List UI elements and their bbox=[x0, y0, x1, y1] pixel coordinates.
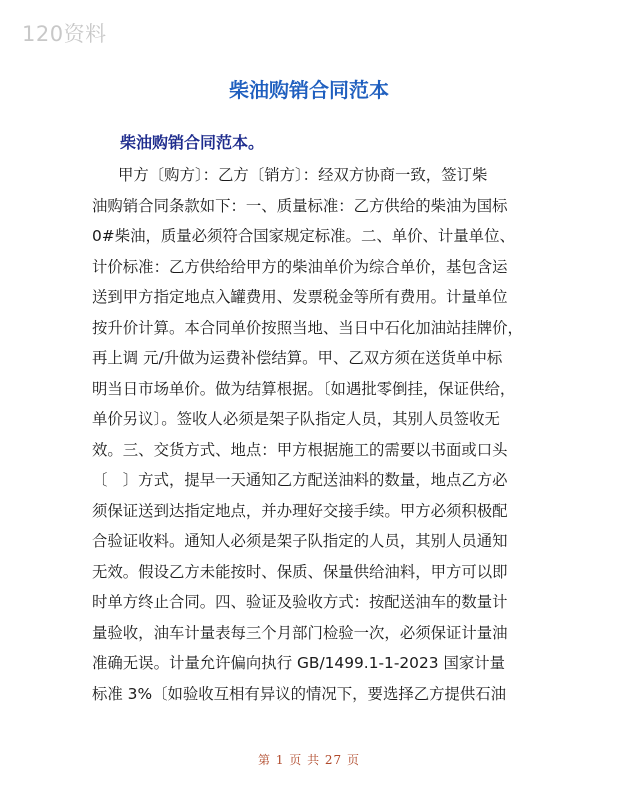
body-line: 效。三、交货方式、地点：甲方根据施工的需要以书面或口头 bbox=[92, 440, 508, 459]
body-line: 再上调 元/升做为运费补偿结算。甲、乙双方须在送货单中标 bbox=[92, 349, 503, 367]
body-line: 合验证收料。通知人必须是架子队指定的人员，其别人员通知 bbox=[92, 532, 508, 550]
body-line: 准确无误。计量允许偏向执行 GB/1499.1-1-2023 国家计量 bbox=[92, 654, 506, 672]
contract-body bbox=[92, 160, 552, 709]
body-line: 须保证送到达指定地点，并办理好交接手续。甲方必须积极配 bbox=[92, 501, 508, 520]
page-number-footer: 第 1 页 共 27 页 bbox=[258, 753, 360, 767]
body-line: 时单方终止合同。四、验证及验收方式：按配送油车的数量计 bbox=[92, 593, 508, 611]
body-line: 单价另议〕。签收人必须是架子队指定人员，其别人员签收无 bbox=[92, 410, 500, 428]
document-title: 柴油购销合同范本 bbox=[229, 78, 389, 102]
body-line: 油购销合同条款如下：一、质量标准：乙方供给的柴油为国标 bbox=[92, 196, 508, 215]
body-line: 标准 3%〔如验收互相有异议的情况下，要选择乙方提供石油 bbox=[92, 684, 507, 703]
body-line: 无效。假设乙方未能按时、保质、保量供给油料，甲方可以即 bbox=[92, 562, 508, 581]
body-line: 明当日市场单价。做为结算根据。〔如遇批零倒挂，保证供给， bbox=[92, 379, 516, 398]
watermark-text: 120资料 bbox=[22, 22, 107, 46]
body-line: 送到甲方指定地点入罐费用、发票税金等所有费用。计量单位 bbox=[92, 288, 508, 306]
body-line: 量验收，油车计量表每三个月部门检验一次，必须保证计量油 bbox=[92, 623, 508, 642]
body-line: 〔 〕方式，提早一天通知乙方配送油料的数量，地点乙方必 bbox=[92, 471, 508, 489]
section-subheading: 柴油购销合同范本。 bbox=[120, 133, 265, 152]
body-line: 0#柴油，质量必须符合国家规定标准。二、单价、计量单位、 bbox=[92, 227, 515, 245]
body-line: 按升价计算。本合同单价按照当地、当日中石化加油站挂牌价， bbox=[92, 318, 523, 337]
body-line: 计价标准：乙方供给给甲方的柴油单价为综合单价，基包含运 bbox=[92, 257, 508, 276]
body-line: 甲方〔购方〕：乙方〔销方〕：经双方协商一致，签订柴 bbox=[118, 166, 488, 184]
